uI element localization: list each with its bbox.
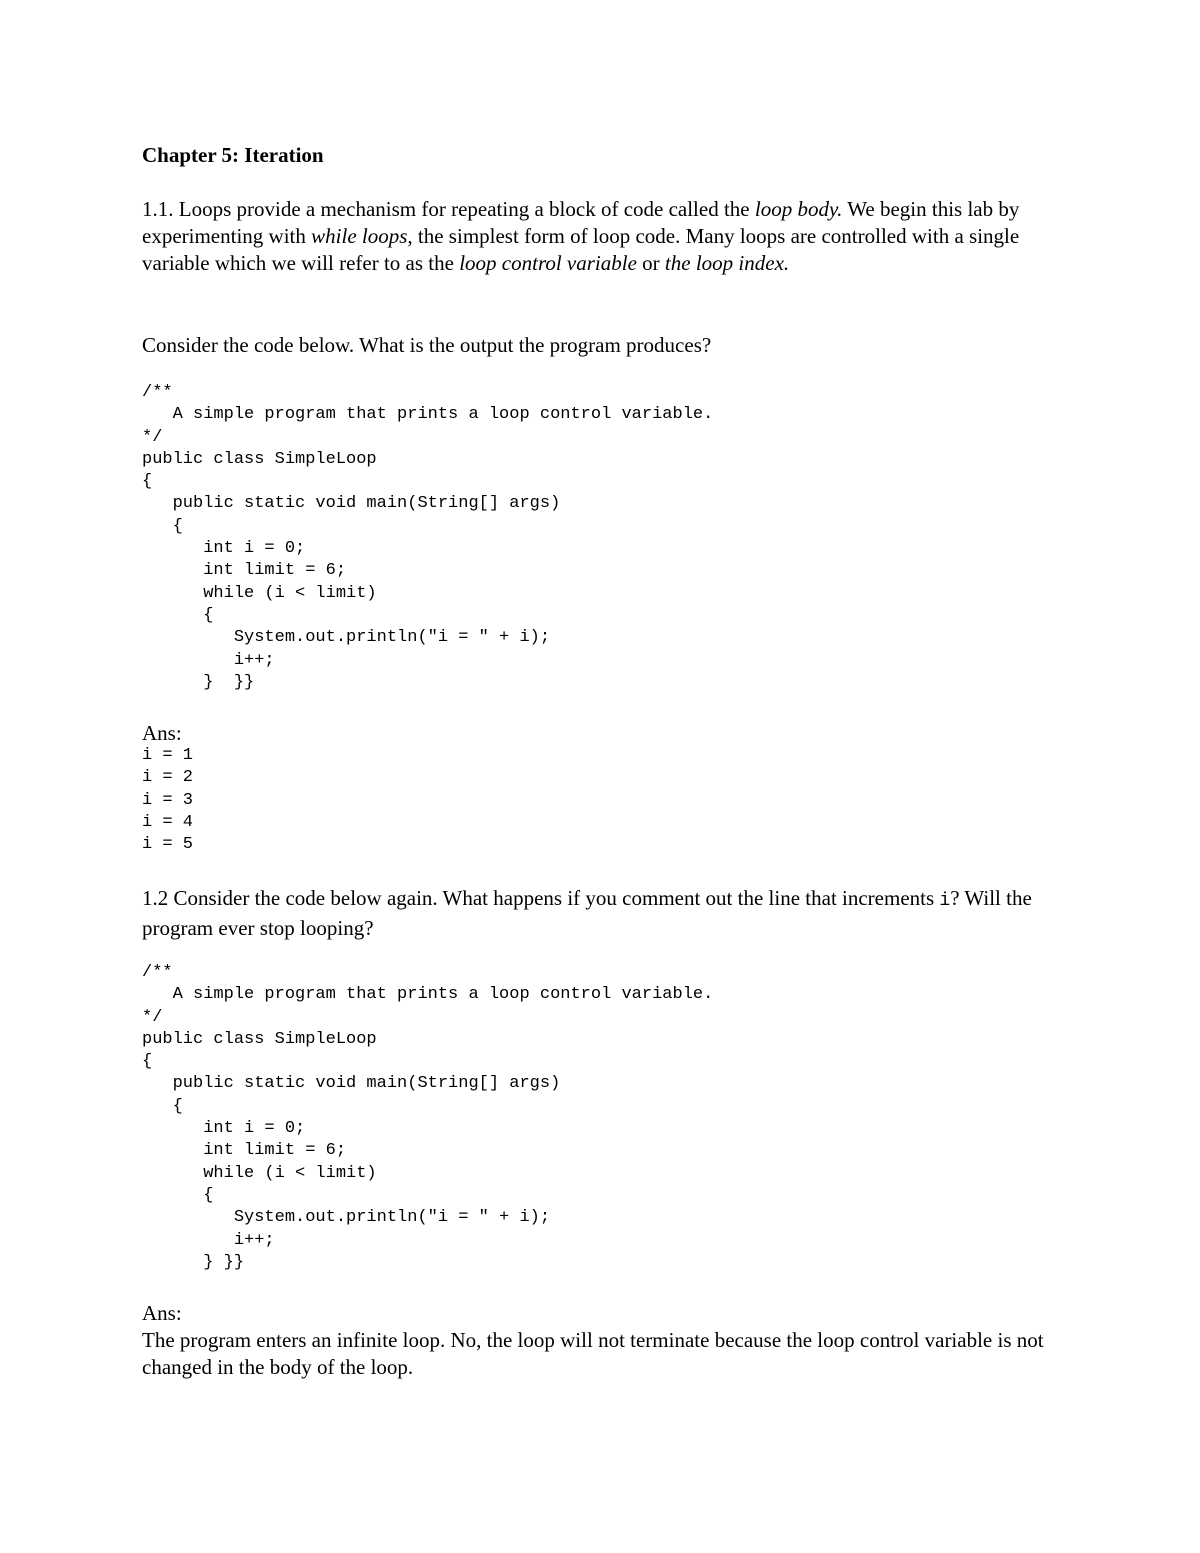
code-listing-2: /** A simple program that prints a loop control variable. */ public class SimpleLoop { public static void main(String[] args) { int i = 0; int limit = 6; while (i < limit) { System.out.println("i = " + i); i++; } }} <box>142 963 714 1272</box>
intro-text-3: , the simplest form of loop code. Many loops are controlled with a single variable which we will refer to as the <box>142 224 1020 275</box>
question-1-2 <box>142 885 1062 942</box>
intro-paragraph <box>142 196 1062 277</box>
intro-text-2: We begin this lab by experimenting with <box>142 197 1020 248</box>
question-1-2-paragraph <box>142 885 1062 942</box>
term-loop-control-variable: loop control variable <box>459 251 637 275</box>
question-1-1: Consider the code below. What is the output the program produces? <box>142 333 712 357</box>
intro-text-4: or <box>636 251 665 275</box>
question-1-2-text-2: ? Will the program ever stop looping? <box>142 886 1032 940</box>
code-listing-1: /** A simple program that prints a loop control variable. */ public class SimpleLoop { public static void main(String[] args) { int i = 0; int limit = 6; while (i < limit) { System.out.println("i = " + i); i++; } }} <box>142 383 714 692</box>
question-1-2-text-1: 1.2 Consider the code below again. What happens if you comment out the line that increments <box>142 886 940 910</box>
answer-output-1: i = 1 i = 2 i = 3 i = 4 i = 5 <box>142 746 194 855</box>
inline-code-i: i <box>939 891 951 911</box>
term-loop-body: loop body. <box>754 197 843 221</box>
term-loop-index: the loop index. <box>664 251 790 275</box>
answer-label-1: Ans: <box>142 721 182 745</box>
chapter-title: Chapter 5: Iteration <box>142 143 324 167</box>
intro-text-1: 1.1. Loops provide a mechanism for repeating a block of code called the <box>142 197 755 221</box>
section-1-1-intro <box>142 196 1062 277</box>
term-while-loops: while loops <box>311 224 408 248</box>
answer-label-2: Ans: <box>142 1301 182 1325</box>
answer-text-2: The program enters an infinite loop. No, the loop will not terminate because the loop control variable is not changed in the body of the loop. <box>142 1328 1044 1379</box>
